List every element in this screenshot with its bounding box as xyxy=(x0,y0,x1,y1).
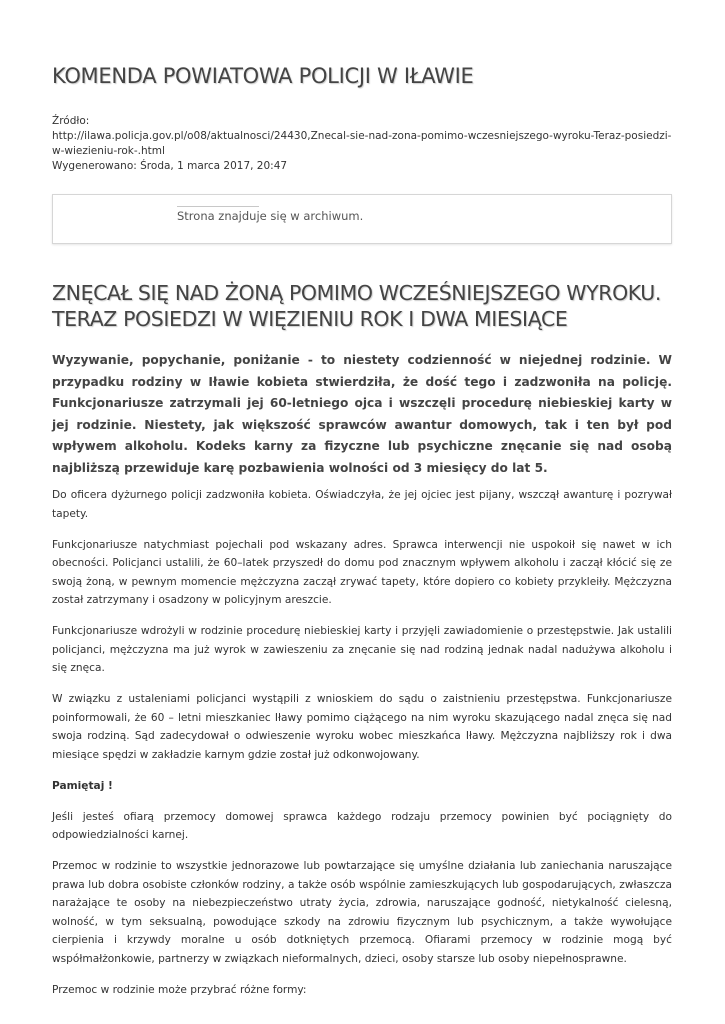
document-meta xyxy=(52,114,674,174)
article-paragraph: Funkcjonariusze wdrożyli w rodzinie procedurę niebieskiej karty i przyjęli zawiadomienie o przestępstwie. Jak ustalili policjanci, mężczyzna ma już wyrok w zawieszeniu za znęcanie się nad rodziną jednak nadal nadużywa alkoholu i się znęca. xyxy=(52,625,672,674)
source-label: Źródło: xyxy=(52,115,90,127)
source-url: http://ilawa.policja.gov.pl/o08/aktualnosci/24430,Znecal-sie-nad-zona-pomimo-wczesniejszego-wyroku-Teraz-posiedzi-w-wiezieniu-rok-.html xyxy=(52,130,672,157)
article-paragraph: W związku z ustaleniami policjanci wystąpili z wnioskiem do sądu o zaistnieniu przestępstwa. Funkcjonariusze poinformowali, że 60 – letni mieszkaniec Iławy pomimo ciążącego na nim wyroku skazującego nadal znęca się nad swoja rodziną. Sąd zadecydował o odwieszenie wyroku wobec mieszkańca Iławy. Mężczyzna najbliższy rok i dwa miesiące spędzi w zakładzie karnym gdzie został już odkonwojowany. xyxy=(52,693,672,761)
archive-divider xyxy=(177,206,259,207)
article-paragraph: Do oficera dyżurnego policji zadzwoniła kobieta. Oświadczyła, że jej ojciec jest pijany, wszczął awanturę i pozrywał tapety. xyxy=(52,489,672,520)
generated-date: Wygenerowano: Środa, 1 marca 2017, 20:47 xyxy=(52,160,288,172)
article-paragraph: Funkcjonariusze natychmiast pojechali pod wskazany adres. Sprawca interwencji nie uspokoił się nawet w ich obecności. Policjanci ustalili, że 60–latek przyszedł do domu pod znacznym wpływem alkoholu i zaczął kłócić się ze swoją żoną, w pewnym momencie mężczyzna zaczął zrywać tapety, które dopiero co kobiety przykleiły. Mężczyzna został zatrzymany i osadzony w policyjnym areszcie. xyxy=(52,538,672,606)
archive-notice: Strona znajduje się w archiwum. xyxy=(177,209,364,223)
article-title-line-2: TERAZ POSIEDZI W WIĘZIENIU ROK I DWA MIESIĄCE xyxy=(52,307,568,331)
site-title: KOMENDA POWIATOWA POLICJI W IŁAWIE xyxy=(52,64,474,88)
article-paragraph: Jeśli jesteś ofiarą przemocy domowej sprawca każdego rodzaju przemocy powinien być pociągnięty do odpowiedzialności karnej. xyxy=(52,810,672,841)
article-lead: Wyzywanie, popychanie, poniżanie - to niestety codzienność w niejednej rodzinie. W przypadku rodziny w Iławie kobieta stwierdziła, że dość tego i zadzwoniła na policję. Funkcjonariusze zatrzymali jej 60-letniego ojca i wszczęli procedurę niebieskiej karty w jej rodzinie. Niestety, jak większość sprawców awantur domowych, tak i ten był pod wpływem alkoholu. Kodeks karny za fizyczne lub psychiczne znęcanie się nad osobą najbliższą przewiduje karę pozbawienia wolności od 3 miesięcy do lat 5. xyxy=(52,353,672,475)
remember-heading: Pamiętaj ! xyxy=(52,779,113,792)
article-body xyxy=(52,486,672,1012)
article-title xyxy=(52,280,677,332)
article-paragraph: Przemoc w rodzinie to wszystkie jednorazowe lub powtarzające się umyślne działania lub zaniechania naruszające prawa lub dobra osobiste członków rodziny, a także osób wspólnie zamieszkujących lub gospodarujących, zwłaszcza narażające te osoby na niebezpieczeństwo utraty życia, zdrowia, naruszające godność, nietykalność cielesną, wolność, w tym seksualną, powodujące szkody na zdrowiu fizycznym lub psychicznym, a także wywołujące cierpienia i krzywdy moralne u osób dotkniętych przemocą. Ofiarami przemocy w rodzinie mogą być współmałżonkowie, partnerzy w związkach nieformalnych, dzieci, osoby starsze lub osoby niepełnosprawne. xyxy=(52,860,672,965)
article-paragraph: Przemoc w rodzinie może przybrać różne formy: xyxy=(52,983,307,996)
article-title-line-1: ZNĘCAŁ SIĘ NAD ŻONĄ POMIMO WCZEŚNIEJSZEGO WYROKU. xyxy=(52,281,662,305)
archive-notice-box xyxy=(52,194,672,244)
